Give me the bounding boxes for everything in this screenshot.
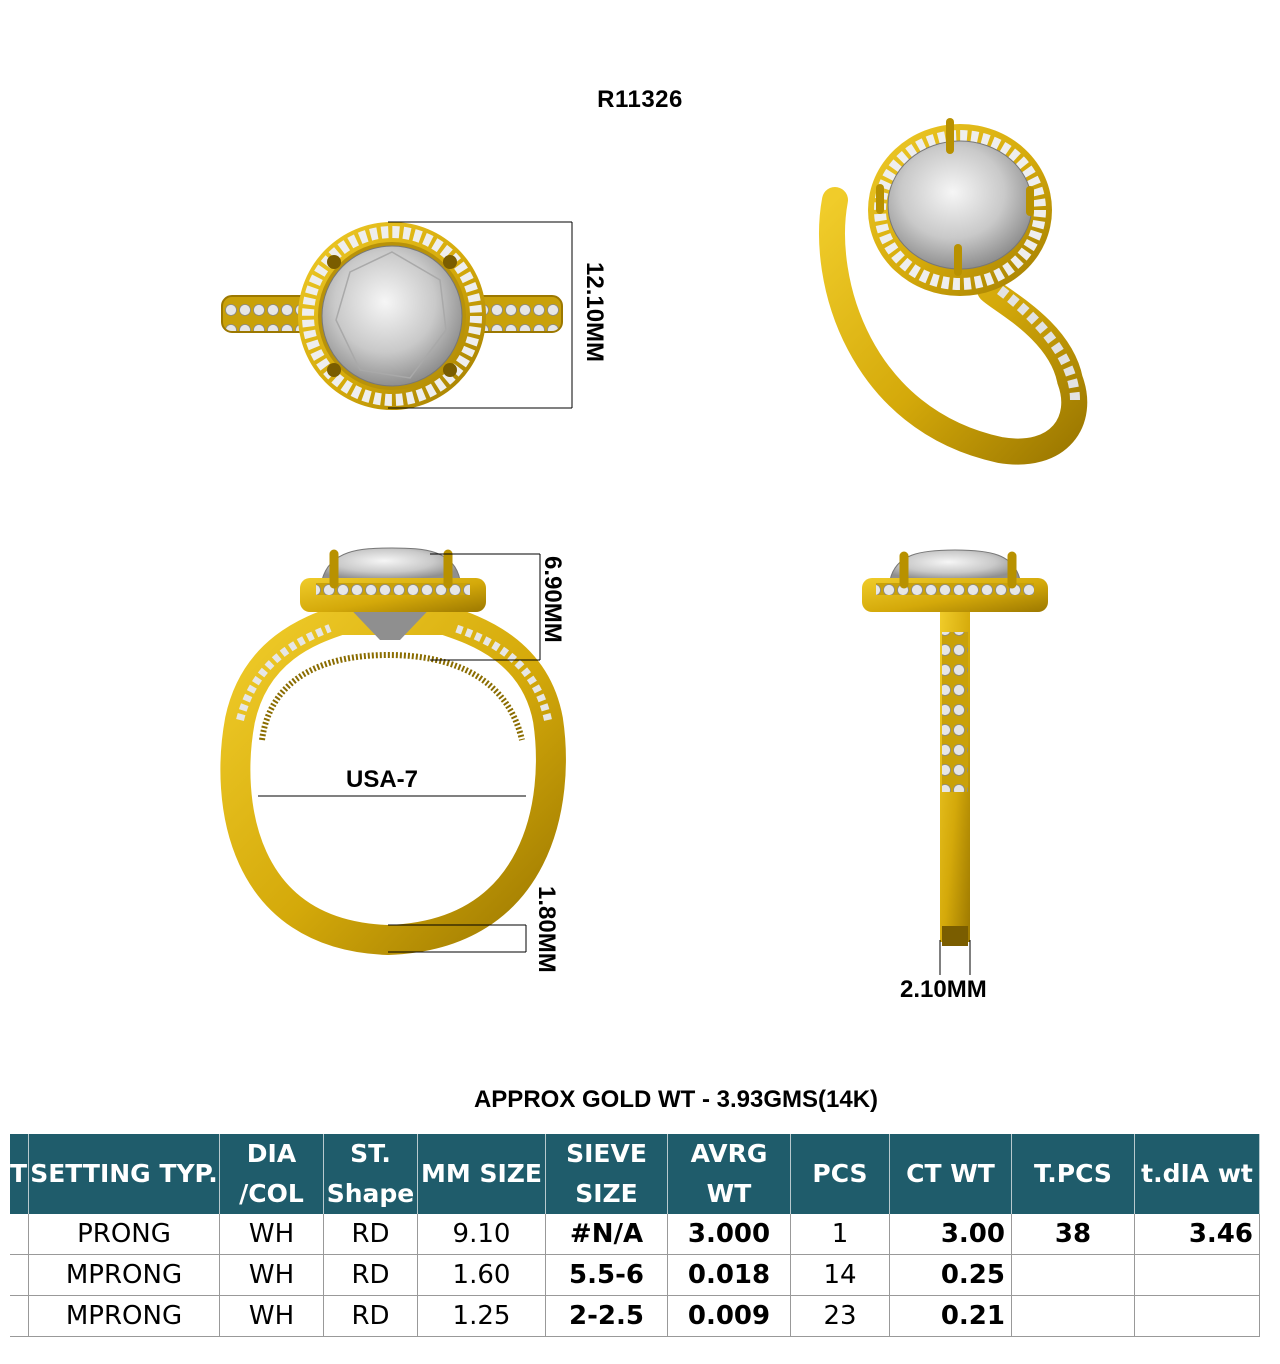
- front-view: [235, 548, 550, 952]
- cell: [10, 1214, 29, 1255]
- dim-shank-thickness: 1.80MM: [533, 886, 560, 973]
- col-header-t: T: [10, 1134, 29, 1214]
- cell: MPRONG: [29, 1255, 220, 1296]
- cell: WH: [220, 1214, 324, 1255]
- col-header-tdia-wt: t.dIA wt: [1135, 1134, 1260, 1214]
- side-view: [862, 550, 1048, 975]
- table-row: [10, 1296, 1260, 1337]
- col-header-shape: ST. Shape: [324, 1134, 418, 1214]
- cell: [1135, 1255, 1260, 1296]
- cell: [10, 1296, 29, 1337]
- dim-head-height: 6.90MM: [539, 556, 566, 643]
- cell: 14: [791, 1255, 890, 1296]
- cell: [1012, 1296, 1135, 1337]
- cell: 9.10: [418, 1214, 546, 1255]
- cell: 3.000: [668, 1214, 791, 1255]
- col-header-ct-wt: CT WT: [890, 1134, 1012, 1214]
- cell: 0.018: [668, 1255, 791, 1296]
- cell: 23: [791, 1296, 890, 1337]
- dim-shank-width: 2.10MM: [900, 976, 987, 1003]
- cell: [1012, 1255, 1135, 1296]
- col-header-setting: SETTING TYP.: [29, 1134, 220, 1214]
- cell: PRONG: [29, 1214, 220, 1255]
- col-header-sieve: SIEVE SIZE: [546, 1134, 668, 1214]
- cell: RD: [324, 1296, 418, 1337]
- cell: RD: [324, 1214, 418, 1255]
- cell: RD: [324, 1255, 418, 1296]
- cell: 3.46: [1135, 1214, 1260, 1255]
- cell: WH: [220, 1296, 324, 1337]
- cell: 2-2.5: [546, 1296, 668, 1337]
- dim-top-width: 12.10MM: [581, 262, 608, 363]
- table-row: [10, 1214, 1260, 1255]
- cell: 1: [791, 1214, 890, 1255]
- col-header-dia-col: DIA /COL: [220, 1134, 324, 1214]
- table-header-row: [10, 1134, 1260, 1214]
- cell: 38: [1012, 1214, 1135, 1255]
- cell: 1.25: [418, 1296, 546, 1337]
- perspective-view: [832, 122, 1075, 452]
- cell: WH: [220, 1255, 324, 1296]
- table-row: [10, 1255, 1260, 1296]
- cell: MPRONG: [29, 1296, 220, 1337]
- cell: #N/A: [546, 1214, 668, 1255]
- stone-spec-table: [10, 1134, 1260, 1337]
- col-header-pcs: PCS: [791, 1134, 890, 1214]
- cell: [1135, 1296, 1260, 1337]
- col-header-tpcs: T.PCS: [1012, 1134, 1135, 1214]
- cell: 0.009: [668, 1296, 791, 1337]
- cell: 0.25: [890, 1255, 1012, 1296]
- gold-weight-label: APPROX GOLD WT - 3.93GMS(14K): [473, 1086, 879, 1113]
- top-view: [222, 222, 572, 410]
- cell: 0.21: [890, 1296, 1012, 1337]
- cell: 1.60: [418, 1255, 546, 1296]
- cell: 3.00: [890, 1214, 1012, 1255]
- cell: [10, 1255, 29, 1296]
- cell: 5.5-6: [546, 1255, 668, 1296]
- design-code-title: R11326: [597, 86, 683, 113]
- col-header-avrg-wt: AVRG WT: [668, 1134, 791, 1214]
- dim-ring-size: USA-7: [346, 766, 419, 793]
- col-header-mm-size: MM SIZE: [418, 1134, 546, 1214]
